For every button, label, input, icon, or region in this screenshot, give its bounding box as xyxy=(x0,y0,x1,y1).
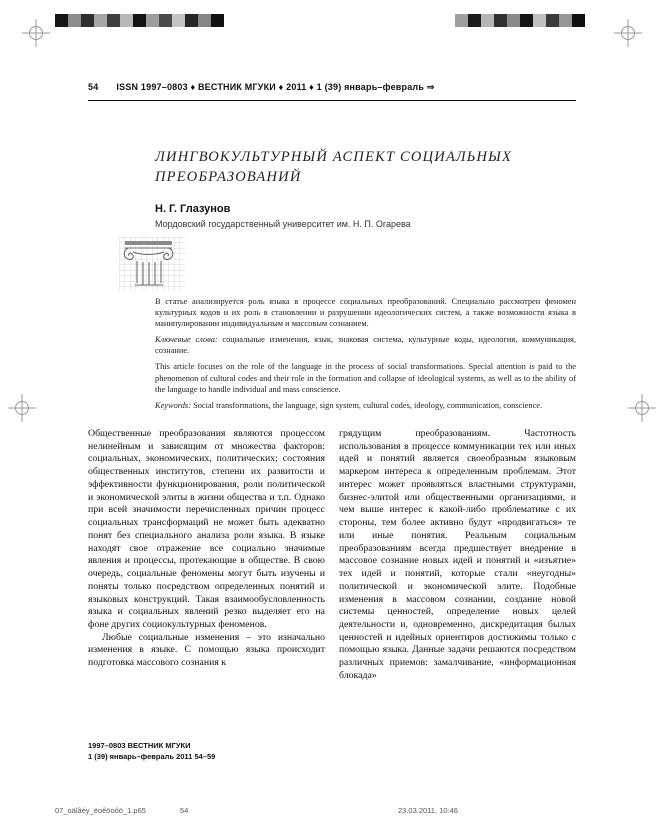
calibration-segment xyxy=(520,14,533,27)
print-filename: 07_oälâéy_ëoêöoôö_1.p65 xyxy=(55,806,146,815)
keywords-ru-label: Ключевые слова: xyxy=(155,335,218,345)
registration-mark-icon xyxy=(22,19,50,47)
body-paragraph: Любые социальные изменения – это изначально изменения в языке. С помощью языка происходит подготовка массового сознания к xyxy=(88,631,325,669)
running-header xyxy=(88,82,576,101)
header-page-number: 54 xyxy=(88,82,99,92)
print-page-number: 54 xyxy=(180,806,189,815)
footer-line1: 1997–0803 ВЕСТНИК МГУКИ xyxy=(88,741,191,750)
calibration-segment xyxy=(55,14,68,27)
page-footer xyxy=(88,741,215,763)
calibration-segment xyxy=(546,14,559,27)
calibration-segment xyxy=(107,14,120,27)
calibration-segment xyxy=(481,14,494,27)
article-author: Н. Г. Глазунов xyxy=(155,203,231,215)
calibration-segment xyxy=(172,14,185,27)
calibration-segment xyxy=(211,14,224,27)
calibration-segment xyxy=(533,14,546,27)
registration-mark-icon xyxy=(614,19,642,47)
calibration-segment xyxy=(559,14,572,27)
article-affiliation: Мордовский государственный университет им. Н. П. Огарева xyxy=(155,219,411,229)
footer-line2: 1 (39) январь–февраль 2011 54–59 xyxy=(88,751,216,761)
header-issn-line: ISSN 1997–0803 ♦ ВЕСТНИК МГУКИ ♦ 2011 ♦ 1 (39) январь–февраль ⇒ xyxy=(116,82,435,92)
calibration-segment xyxy=(468,14,481,27)
keywords-en-text: Social transformations, the language, sign system, cultural codes, ideology, communication, conscience. xyxy=(193,400,543,410)
calibration-segment xyxy=(133,14,146,27)
calibration-segment xyxy=(120,14,133,27)
calibration-segment xyxy=(507,14,520,27)
calibration-segment xyxy=(159,14,172,27)
keywords-ru-text: социальные изменения, язык, знаковая система, культурные коды, идеология, коммуникация, сознание. xyxy=(155,335,577,356)
calibration-segment xyxy=(572,14,585,27)
body-column-right xyxy=(339,428,576,683)
calibration-segment xyxy=(146,14,159,27)
keywords-en xyxy=(155,400,576,411)
body-paragraph: грядущим преобразованиям. Частотность использования в процессе коммуникации тех или иных идей и понятий является своеобразным языковым маркером интереса к определенным проблемам. Этот интерес может проявляться властными структурами, бизнес-элитой или общественными организациями, и чем выше интерес к какой-либо проблематике с их стороны, тем более активно будут «продвигаться» те или иные понятия. Реальным социальным преобразованиям всегда предшествует внедрение в массовое сознание новых идей и понятий и «изъятие» тех идей и понятий, которые стали «неугодны» политической и экономической элите. Подобные изменения в массовом сознании, создание новой системы ценностей, определение новых целей деятельности и, одновременно, дискредитация былых ценностей и идейных ориентиров достижимы только с помощью языка. Данные задачи решаются посредством различных приемов: замалчивание, «информационная блокада» xyxy=(339,428,576,681)
calibration-segment xyxy=(68,14,81,27)
calibration-segment xyxy=(185,14,198,27)
article-title: ЛИНГВОКУЛЬТУРНЫЙ АСПЕКТ СОЦИАЛЬНЫХ ПРЕОБРАЗОВАНИЙ xyxy=(155,149,513,185)
abstract-en: This article focuses on the role of the language in the process of social transformations. Special attention is paid to the phenomenon of cultural codes and their role in the formation and collapse of ideological systems, as well as to the ability of the language to handle individual and mass conscience. xyxy=(155,362,576,394)
calibration-bar-left xyxy=(55,14,224,27)
calibration-segment xyxy=(455,14,468,27)
calibration-segment xyxy=(81,14,94,27)
body-paragraph: Общественные преобразования являются процессом нелинейным и зависящим от множества факторов: социальных, экономических, политических; состояния общественных институтов, степени их развитости и эффективности функционирования, роли политической и экономической элиты в жизни общества и т.п. Однако при всей значимости перечисленных причин процесс социальных трансформаций не может быть адекватно понят без специального анализа роли языка. В языке находят свое отражение все социально значимые явления и процессы, протекающие в обществе. В свою очередь, социальные феномены могут быть изучены и поняты только посредством определенных понятий и языковых конструкций. Такая взаимообусловленность языка и социальных явлений резко выделяет его на фоне других социокультурных феноменов. xyxy=(88,428,325,631)
body-column-left xyxy=(88,428,325,670)
abstract-ru: В статье анализируется роль языка в процессе социальных преобразований. Специально рассмотрен феномен культурных кодов и их роль в становлении и разрушении идеологических систем, а также возможности языка в манипулировании индивидуальным и массовым сознанием. xyxy=(155,297,576,329)
ionic-column-capital-graphic xyxy=(119,237,185,291)
calibration-segment xyxy=(198,14,211,27)
registration-mark-icon xyxy=(8,394,36,422)
keywords-ru xyxy=(155,334,576,356)
registration-mark-icon xyxy=(628,394,656,422)
print-datetime: 23.03.2011, 10:46 xyxy=(398,806,458,815)
calibration-segment xyxy=(94,14,107,27)
calibration-bar-right xyxy=(455,14,585,27)
abstract-block xyxy=(155,296,576,416)
calibration-segment xyxy=(494,14,507,27)
keywords-en-label: Keywords: xyxy=(155,400,191,410)
